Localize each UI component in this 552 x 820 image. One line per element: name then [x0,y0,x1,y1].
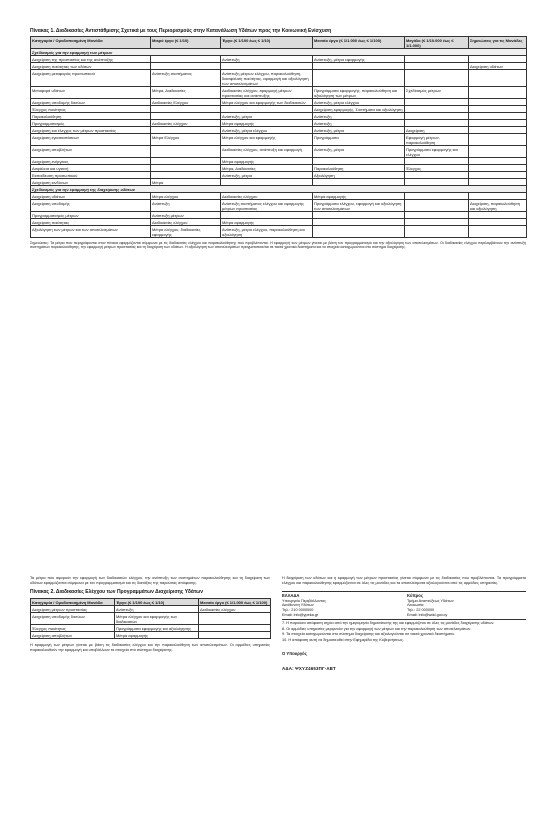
table-cell: Διαδικασίες ελέγχου [151,120,221,127]
contact-line: Διεύθυνση Υδάτων [282,603,314,608]
table-cell [405,212,469,219]
section-heading: Σχεδίασμός για την εφαρμογή της διαχείρισης υδάτων [31,186,527,193]
table-cell: Ανάπτυξη, μέτρα ελέγχου [313,99,405,106]
table-row [31,63,527,70]
contact-title: Κύπρος [407,593,423,599]
left-column [30,576,270,652]
table-cell: Μέτρα εφαρμογής [221,158,313,165]
contact-line: Email: info@wdd.gov.cy [407,612,448,617]
table-cell [405,56,469,63]
table-cell: Ανάπτυξη συστήματος ελέγχου και εφαρμογής μέτρων προστασίας [221,200,313,212]
table-cell: Αξιολόγηση [313,172,405,179]
table-cell: Κατηγορία / Ομαδοποιημένη Μονάδα [31,37,151,49]
table-cell: Ανάπτυξη [313,113,405,120]
table-cell: Μέτρα εφαρμογής [313,193,405,200]
table-cell [405,193,469,200]
table-cell: Διαχείριση [405,127,469,134]
contacts-block [282,591,526,620]
table2-caption: Πίνακας 2. Διαδικασίες Ελέγχου των Προγραμμάτων Διαχείρισης Υδάτων [30,589,204,596]
table-cell: Μέτρα Ελέγχου [151,134,221,146]
table-cell [469,172,527,179]
table-cell: Σχεδίασμός μέτρων [405,87,469,99]
table-cell: Διαδικασίες ελέγχου, εφαρμογή μέτρων προστασίας και ανάπτυξης [221,87,313,99]
table-cell: Μέτρα, Διαδικασίες [151,87,221,99]
table-cell [469,113,527,120]
table-cell [469,212,527,219]
table-cell: Αξιολόγηση των μέτρων και των αποτελεσμάτων [31,226,151,238]
table-cell: Ανάπτυξη, μέτρα [313,146,405,158]
table-cell: Διαδικασίες ελέγχου [199,606,271,613]
table-cell [469,70,527,87]
table-cell: Ανάπτυξη μέτρων ελέγχου, παρακολούθηση, διασφάλιση ποιότητας, εφαρμογή και αξιολόγηση των αποτελεσμάτων [221,70,313,87]
contact-greece [282,594,397,617]
table-cell: Ανάπτυξη, μέτρα εφαρμογής [313,56,405,63]
table-cell: Μικρό έργο (≤ 1/10) [151,37,221,49]
table-cell [405,219,469,226]
table-cell [313,63,405,70]
table-header-row [31,37,527,49]
table-cell: Προγράμματα ελέγχου, εφαρμογή και αξιολόγηση των αποτελεσμάτων [313,200,405,212]
contact-line: Τηλ.: 210 0000000 [282,607,314,612]
table-cell: Έλεγχος ποιότητας [31,106,151,113]
table-cell: Διαχείριση υποδομής [31,200,151,212]
left-paragraph-1: Τα μέτρα που αφορούν την εφαρμογή των διαδικασιών ελέγχου, την ανάπτυξη των συστημάτων παρακολούθησης και τη διαχείριση των υδάτων εφαρμόζονται σύμφωνα με τον προγραμματισμό και τις διατάξεις της παρούσας απόφασης. [30,576,270,585]
table1-caption: Πίνακας 1. Διαδικασίες Αντιστάθμισης Σχετικά με τους Περιορισμούς στην Κατανάλωση Υδάτων προς την Κοινωνική Ενίσχυση [30,28,332,34]
contact-line: Λευκωσία [407,603,424,608]
table-cell: Μέτρα ελέγχου και εφαρμογής των διαδικασιών [115,613,199,625]
table-cell: Μεσαίο έργο (≤ 1/1.000 έως ≤ 1/100) [313,37,405,49]
table-cell: Διαδικασίες Ελέγχου [151,99,221,106]
table-row [31,632,271,639]
table-cell: Διαχείριση ποιότητας [31,219,151,226]
table-cell [221,179,313,186]
table-cell: Εφαρμογή μέτρων, παρακολούθηση [405,134,469,146]
table-cell: Προγραμματισμός μέτρων [31,212,151,219]
table-row [31,172,527,179]
table-header-row [31,599,271,606]
table-cell: Διαχείριση υδάτων [31,193,151,200]
table-cell: Ανάπτυξη, μέτρα ελέγχου, παρακολούθηση και αξιολόγηση [221,226,313,238]
table-cell: Ανάπτυξη [151,200,221,212]
table-cell: Διαδικασίες ελέγχου, ανάπτυξη και εφαρμογή [221,146,313,158]
table-cell: Μεγάλο (≤ 1/10.000 έως ≤ 1/1.000) [405,37,469,49]
table-cell [151,63,221,70]
table-cell [469,87,527,99]
table-cell: Ανάπτυξη, μέτρα ελέγχου [221,127,313,134]
table-cell [313,212,405,219]
table-cell: Διαχείριση, παρακολούθηση και αξιολόγηση [469,200,527,212]
table-cell: Έλεγχος [405,165,469,172]
numbered-item-8: 8. Οι αρμόδιες υπηρεσίες μεριμνούν για την εφαρμογή των μέτρων και την παρακολούθηση των αποτελεσμάτων. [282,626,472,631]
table-cell [405,200,469,212]
table-cell: Μέτρα [151,179,221,186]
table-cell [405,226,469,238]
table-cell [405,70,469,87]
section-row [31,49,527,56]
table-cell: Μεσαίο έργο (≤ 1/1.000 έως ≤ 1/100) [199,599,271,606]
table-cell: Διαχείριση αποβλήτων [31,146,151,158]
table-cell [469,165,527,172]
table-cell: Προγραμματισμός [31,120,151,127]
contact-line: Email: info@ypeka.gr [282,612,319,617]
table-row [31,165,527,172]
table-cell: Διαχείριση αποβλήτων [31,632,115,639]
table-row [31,56,527,63]
table-cell [469,120,527,127]
table-row [31,212,527,219]
table-cell [469,134,527,146]
contact-line: Υπουργείο Περιβάλλοντος [282,598,327,603]
table-cell [405,179,469,186]
table-row [31,146,527,158]
table-cell [469,179,527,186]
table-cell [313,179,405,186]
table-cell: Διαχείριση εγκαταστάσεων [31,134,151,146]
table-cell: Προγράμματα εφαρμογής και αξιολόγησης [115,625,199,632]
table-cell: Εκπαίδευση προσωπικού [31,172,151,179]
table-cell [199,632,271,639]
table-row [31,99,527,106]
table-cell: Μέτρα ελέγχου, διαδικασίες εφαρμογής [151,226,221,238]
table-cell: Μέτρα, Διαδικασίες [221,165,313,172]
contact-line: Τηλ.: 22 000000 [407,607,435,612]
table-cell [221,106,313,113]
table-cell [151,127,221,134]
table-cell [221,212,313,219]
right-column [282,576,526,671]
table-cell: Ανάπτυξη [313,120,405,127]
table-cell: Μεταφορά υδάτων [31,87,151,99]
table-row [31,134,527,146]
table-cell: Διαχείριση εφαρμογής, Συστήματα και αξιολόγηση [313,106,405,113]
table-cell: Προγράμματα εφαρμογής και ελέγχου [405,146,469,158]
table-cell [313,158,405,165]
table-row [31,625,271,632]
table-cell [151,56,221,63]
contact-line: Τμήμα Αναπτύξεως Υδάτων [407,598,454,603]
table-cell [151,146,221,158]
table-cell [199,625,271,632]
table-row [31,606,271,613]
table-cell [469,158,527,165]
section-heading: Σχεδίασμός για την εφαρμογή των μέτρων [31,49,527,56]
table-cell [405,63,469,70]
table-cell: Έργο (≤ 1/100 έως ≤ 1/10) [115,599,199,606]
table-cell: Μέτρα ελέγχου και εφαρμογής [221,134,313,146]
table-cell [151,172,221,179]
table-cell: Διαδικασίες ελέγχου [221,193,313,200]
table1-notes: Σημειώσεις: Τα μέτρα που περιγράφονται στον πίνακα εφαρμόζονται σύμφωνα με τις διαδικασίες ελέγχου και παρακολούθησης που προβλέπονται. Η εφαρμογή των μέτρων γίνεται με βάση τον προγραμματισμό και την αξιολόγηση των αποτελεσμάτων. Οι διαδικασίες ελέγχου περιλαμβάνουν την ανάπτυξη συστημάτων παρακολούθησης, την εφαρμογή μέτρων προστασίας και τη διαχείριση των υδάτων. Η αξιολόγηση των αποτελεσμάτων πραγματοποιείται σε τακτά χρονικά διαστήματα και τα στοιχεία καταχωρούνται στο σύστημα διαχείρισης. [30,241,526,250]
contact-cyprus [407,594,522,617]
table-row [31,193,527,200]
table-cell [469,127,527,134]
table-row [31,179,527,186]
table-cell: Διαδικασίες ελέγχου [151,219,221,226]
table-cell: Διαχείριση μέτρων προστασίας [31,606,115,613]
table-cell: Προγράμματα εφαρμογής, παρακολούθηση και αξιολόγηση των μέτρων [313,87,405,99]
table-cell [469,226,527,238]
table-cell [151,106,221,113]
table-cell: Μέτρα ελέγχου και εφαρμογής των διαδικασιών [221,99,313,106]
table-cell: Κατηγορία / Ομαδοποιημένη Μονάδα [31,599,115,606]
table-cell: Παρακολούθηση [31,113,151,120]
table-cell: Διαχείριση υποδομής δικτύων [31,613,115,625]
right-paragraph-1: Η διαχείριση των υδάτων και η εφαρμογή των μέτρων προστασίας γίνεται σύμφωνα με τις διαδικασίες που προβλέπονται. Τα προγράμματα ελέγχου και παρακολούθησης εφαρμόζονται σε όλες τις μονάδες και τα αποτελέσματα αξιολογούνται από τις αρμόδιες υπηρεσίες. [282,576,526,585]
table-cell: Ανάπτυξη συστήματος [151,70,221,87]
section-row [31,186,527,193]
table-cell [405,99,469,106]
table-cell: Προγράμματα [313,134,405,146]
table-cell: Μέτρα εφαρμογής [115,632,199,639]
numbered-item-9: 9. Τα στοιχεία καταχωρούνται στο σύστημα διαχείρισης και αξιολογούνται σε τακτά χρονικά διαστήματα. [282,632,455,637]
table1 [30,36,527,238]
contact-title: ΕΛΛΑΔΑ [282,593,300,599]
table-cell [151,165,221,172]
table-row [31,200,527,212]
table-cell [469,146,527,158]
table-row [31,120,527,127]
table-row [31,158,527,165]
table-cell [469,219,527,226]
table-cell [313,219,405,226]
table-row [31,226,527,238]
table-cell: Ανάπτυξη [221,56,313,63]
table-cell: Μέτρα εφαρμογής [221,219,313,226]
table-cell: Ανάπτυξη [115,606,199,613]
table-cell [405,120,469,127]
signer-title: Ο Υπουργός [282,650,307,656]
table-cell: Ανάπτυξη, μέτρα [313,127,405,134]
table-cell: Σημειώσεις για τις Μονάδες [469,37,527,49]
table-cell [405,106,469,113]
table-cell [405,172,469,179]
ada-code: ΑΔΑ: ΨΧΥΖ4653ΠΓ-ΛΒΤ [282,665,336,671]
table-cell: Παρακολούθηση [313,165,405,172]
table-cell: Ανάπτυξη, μέτρα [221,172,313,179]
table-cell: Διαχείριση υδάτων [469,63,527,70]
table-cell [313,226,405,238]
table-cell: Διαχείριση ενέργειας [31,158,151,165]
table-cell: Διαχείριση κινδύνων [31,179,151,186]
numbered-item-7: 7. Η παρούσα απόφαση ισχύει από την ημερομηνία δημοσίευσής της και εφαρμόζεται σε όλες τις μονάδες διαχείρισης υδάτων. [282,621,495,626]
table-cell: Μέτρα εφαρμογής [221,120,313,127]
table-row [31,106,527,113]
table-row [31,219,527,226]
table-cell: Ασφάλεια και υγιεινή [31,165,151,172]
table-cell: Διαχείριση της προστασίας και της ανάπτυξης [31,56,151,63]
table-cell: Διαχείριση μεταφοράς προσωπικού [31,70,151,87]
table-row [31,113,527,120]
table-cell [199,613,271,625]
document-page [30,28,526,671]
table-row [31,613,271,625]
table-cell [151,158,221,165]
table2 [30,598,271,639]
table-cell [313,70,405,87]
table-cell: Έλεγχος ποιότητας [31,625,115,632]
table-cell: Διαχείριση και έλεγχος των μέτρων προστασίας [31,127,151,134]
table-cell [469,99,527,106]
table-cell: Έργο (≤ 1/100 έως ≤ 1/10) [221,37,313,49]
numbered-item-10: 10. Η απόφαση αυτή να δημοσιευθεί στην Εφημερίδα της Κυβερνήσεως. [282,637,404,642]
table-cell: Ανάπτυξη, μέτρα [221,113,313,120]
table-cell [151,113,221,120]
left-paragraph-2: Η εφαρμογή των μέτρων γίνεται με βάση τις διαδικασίες ελέγχου και την παρακολούθηση των αποτελεσμάτων. Οι αρμόδιες υπηρεσίες παρακολουθούν την εφαρμογή και υποβάλλουν τα στοιχεία στο σύστημα διαχείρισης. [30,643,270,652]
table-cell [469,106,527,113]
table-row [31,127,527,134]
table-cell [469,193,527,200]
table-cell: Ανάπτυξη μέτρων [151,212,221,219]
table-cell [221,63,313,70]
table-cell: Μέτρα ελέγχου [151,193,221,200]
table-cell: Διαχείριση υποδομής δικτύων [31,99,151,106]
table-cell [405,158,469,165]
table-row [31,87,527,99]
table-row [31,70,527,87]
table-cell [405,113,469,120]
table-cell: Διαχείριση ποιότητας των υδάτων [31,63,151,70]
table-cell [469,56,527,63]
